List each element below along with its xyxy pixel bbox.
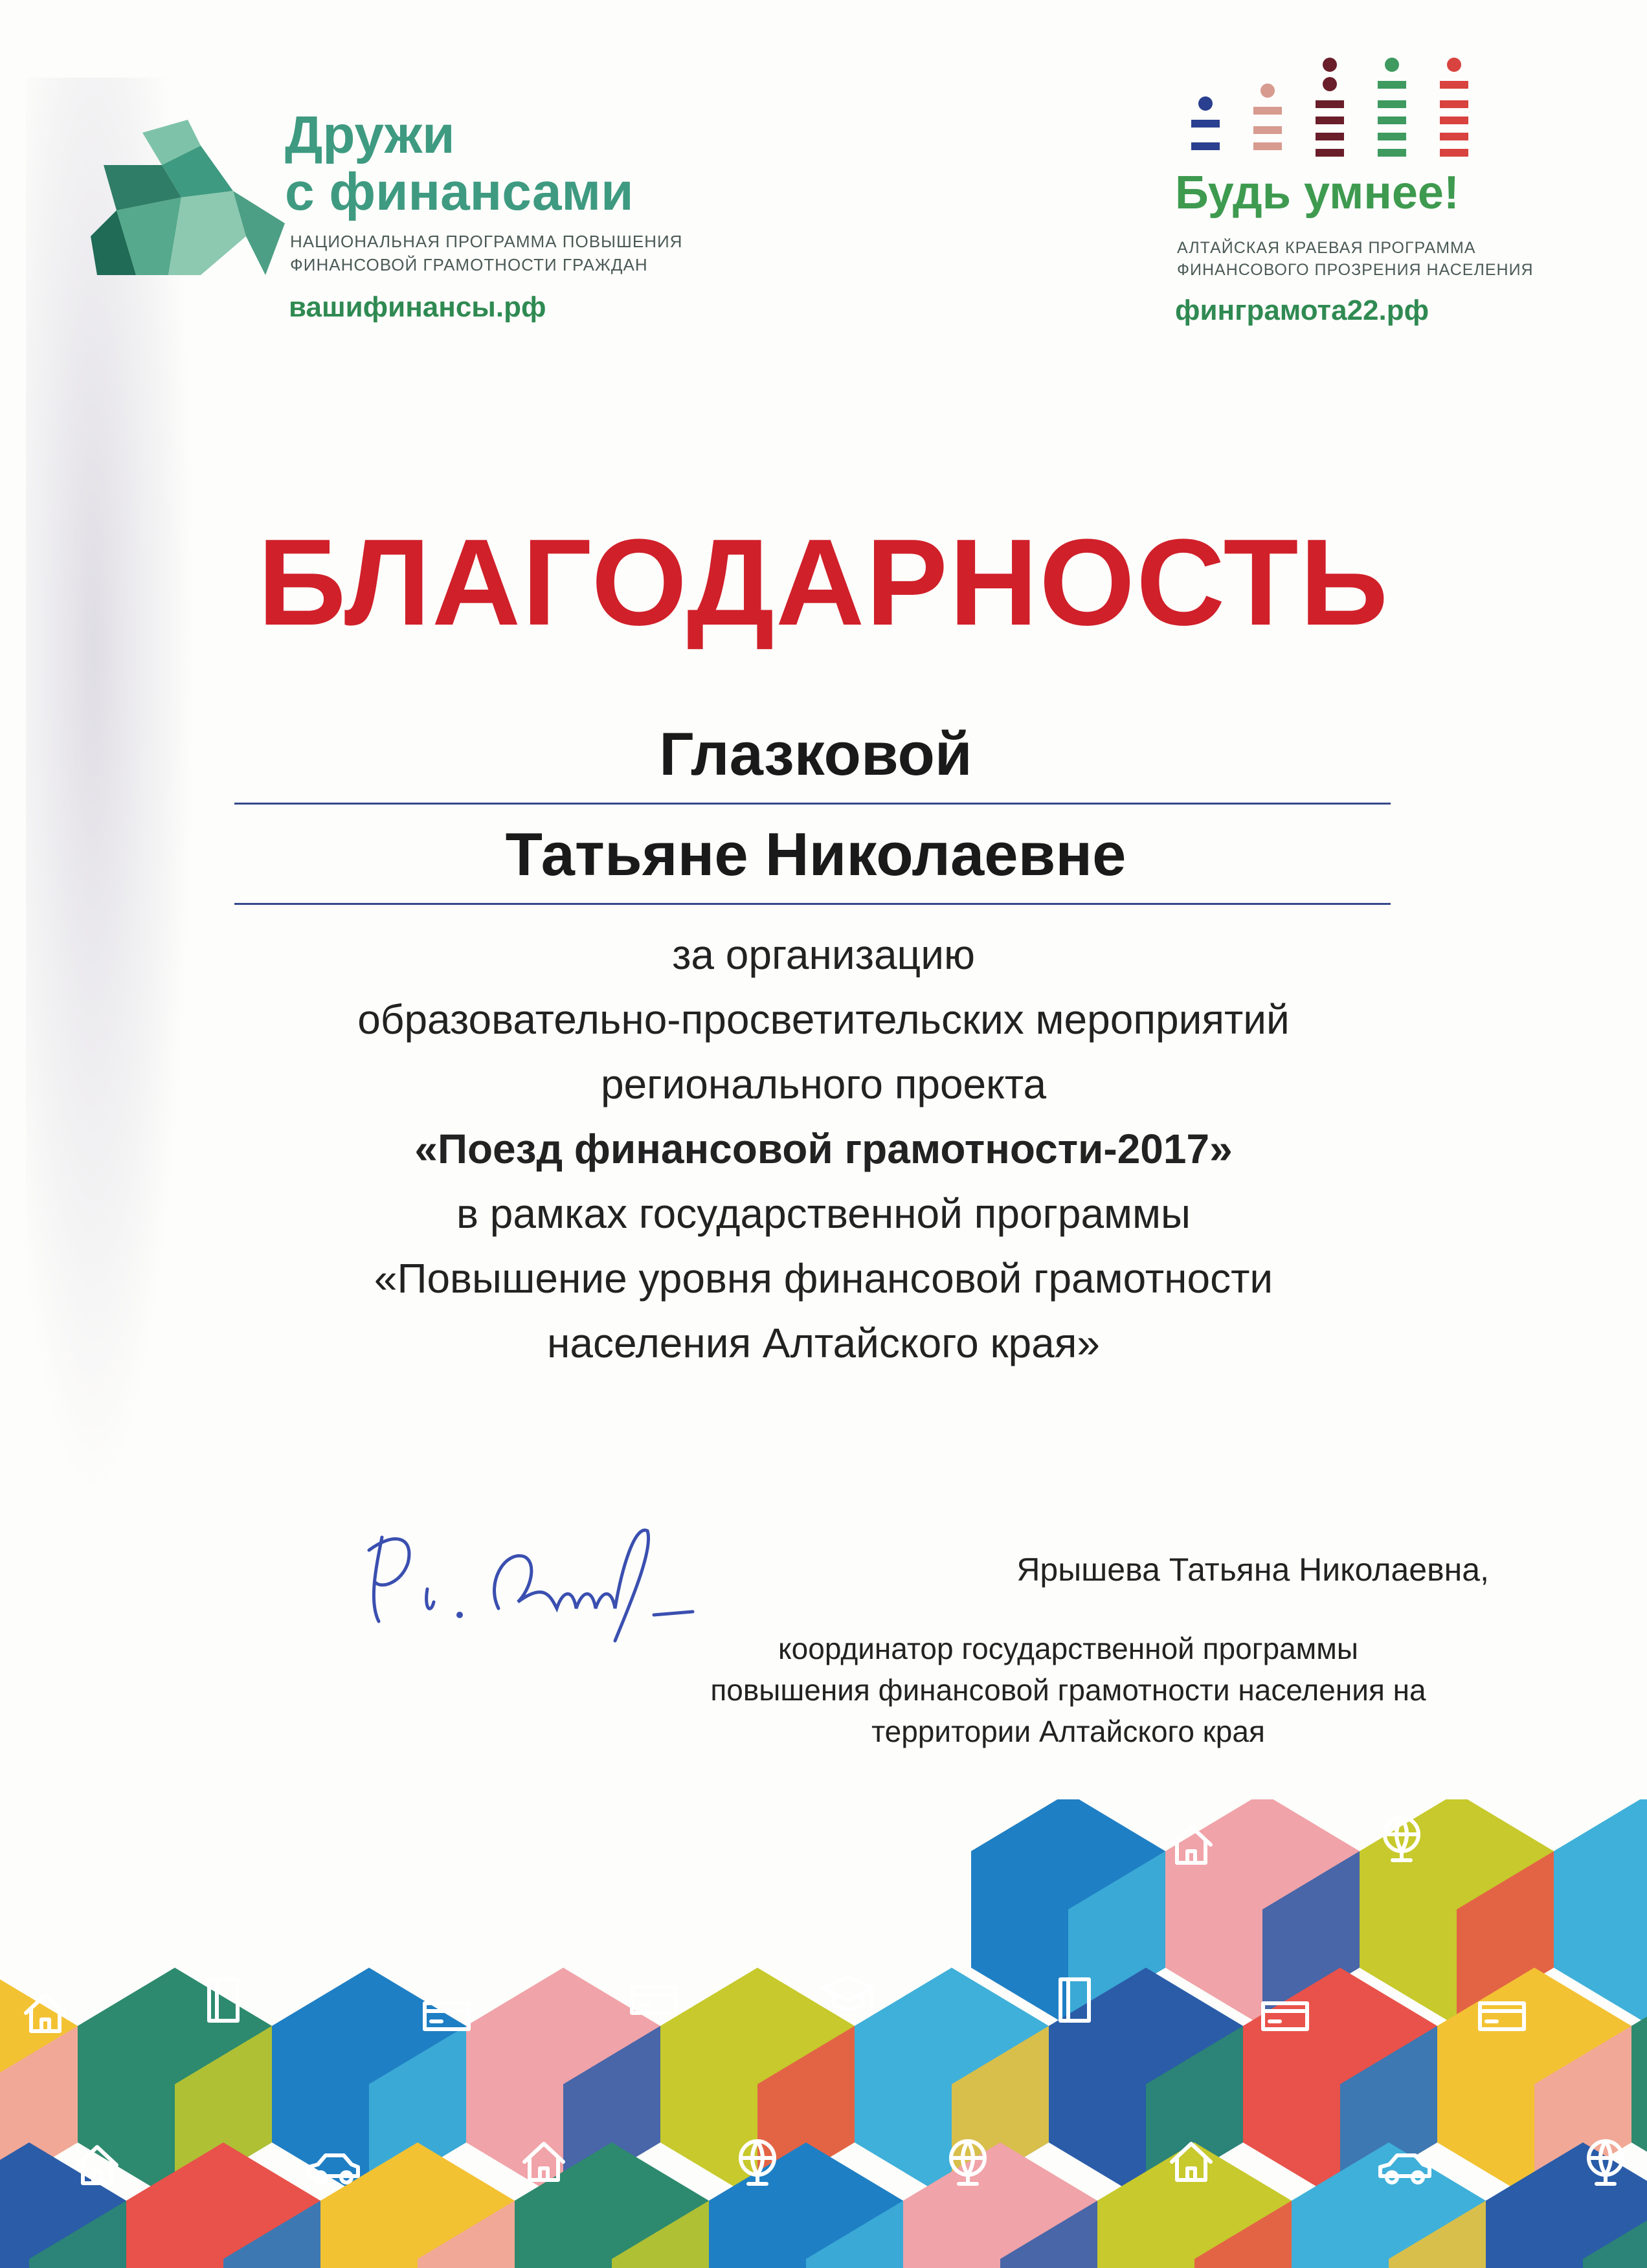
recipient-surname: Глазковой [659,720,972,788]
dots-logo-icon [1191,52,1496,162]
logo-column-maroon [1316,58,1344,157]
logo-left-subtitle-line1: НАЦИОНАЛЬНАЯ ПРОГРАММА ПОВЫШЕНИЯ [290,232,683,251]
logo-right-url: финграмота22.рф [1175,295,1429,326]
signer-name: Ярышева Татьяна Николаевна, [1016,1551,1489,1588]
award-reason [129,922,1518,1375]
signer-role-line: территории Алтайского края [871,1715,1265,1748]
body-line: населения Алтайского края» [547,1320,1100,1366]
logo-right-subtitle-line2: ФИНАНСОВОГО ПРОЗРЕНИЯ НАСЕЛЕНИЯ [1177,261,1534,279]
logo-right-title: Будь умнее! [1175,167,1459,219]
body-line: регионального проекта [600,1061,1047,1107]
logo-column-green [1378,58,1406,157]
recipient-name: Татьяне Николаевне [505,820,1126,888]
body-line: «Повышение уровня финансовой грамотности [374,1255,1273,1302]
credit-card-icon [632,1987,676,2013]
logo-left-title [285,107,738,221]
logo-left-title-line2: с финансами [285,162,634,221]
body-line: за организацию [672,931,975,978]
body-line: в рамках государственной программы [456,1190,1191,1237]
project-name: «Поезд финансовой грамотности-2017» [414,1126,1233,1172]
logo-right-subtitle-line1: АЛТАЙСКАЯ КРАЕВАЯ ПРОГРАММА [1177,239,1476,257]
underline-rule [234,903,1391,905]
body-line: образовательно-просветительских мероприятий [357,996,1290,1043]
logo-left-subtitle [290,230,756,276]
underline-rule [234,803,1391,805]
dog-logo-icon [91,120,285,275]
document-title: БЛАГОДАРНОСТЬ [257,514,1390,651]
logo-left-subtitle-line2: ФИНАНСОВОЙ ГРАМОТНОСТИ ГРАЖДАН [290,255,648,274]
logo-left-title-line1: Дружи [285,106,455,164]
hexagon-tile [0,2142,126,2268]
logo-right-subtitle [1177,237,1540,281]
logo-left-url: вашифинансы.рф [289,291,546,323]
logo-column-red [1440,58,1468,157]
decorative-hexagon-band [0,1799,1647,2268]
logo-column-blue [1191,96,1220,150]
signer-role-line: координатор государственной программы [778,1632,1358,1665]
graduation-cap-icon [822,1977,874,2009]
signer-role-line: повышения финансовой грамотности населения на [710,1673,1426,1707]
logo-column-pink [1253,83,1282,150]
signer-role [583,1628,1554,1752]
